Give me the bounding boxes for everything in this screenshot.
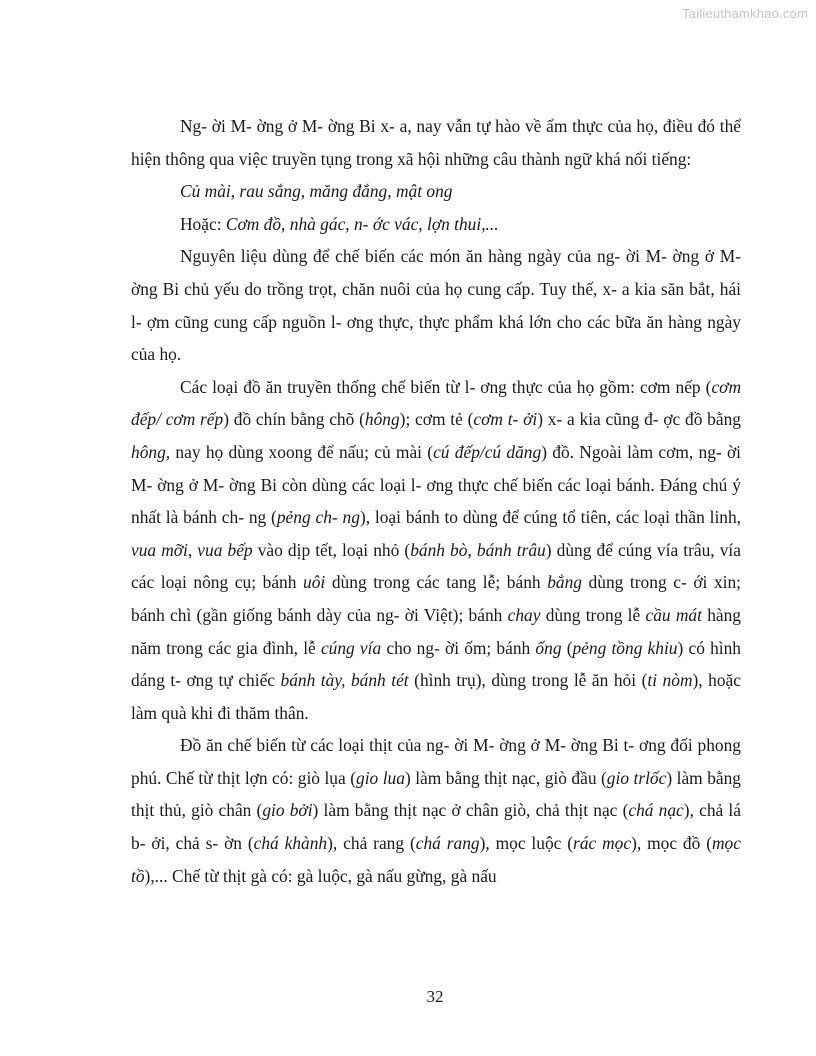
text-run: hàng năm trong các gia đình, lễ — [131, 604, 741, 658]
text-run: ) dùng để cúng vía trâu, vía các loại nông cụ; bánh — [131, 539, 741, 593]
text-run: ( — [561, 637, 573, 658]
idiom-text: Củ mài, rau sắng, măng đắng, mật ong — [180, 181, 453, 202]
italic-term: ống — [535, 637, 562, 658]
italic-term: chá nạc — [628, 800, 684, 821]
text-run: vào dịp tết, loại nhỏ ( — [252, 539, 411, 560]
italic-term: bẳng — [547, 572, 582, 593]
italic-term: bánh bò, bánh trâu — [410, 539, 546, 560]
italic-term: ti nòm — [647, 670, 693, 691]
idiom-lead: Hoặc: — [180, 213, 226, 234]
italic-term: cầu mát — [645, 604, 702, 625]
text-run: dùng trong c- ới xin; bánh chì (gần giống bánh dày của ng- ời Việt); bánh — [131, 572, 742, 625]
italic-term: vua mỡi, vua bếp — [131, 539, 253, 560]
italic-term: hông — [364, 409, 400, 430]
text-run: ) làm bằng thịt thủ, giò chân ( — [131, 767, 742, 821]
italic-term: gio trlốc — [606, 767, 667, 788]
text-run: ) làm bằng thịt nạc, giò đầu ( — [404, 767, 607, 788]
text-run: ), loại bánh to dùng để cúng tổ tiên, các loại thần linh, — [359, 507, 742, 528]
italic-term: gio bởi — [262, 800, 313, 821]
italic-term: chá rang — [415, 833, 480, 854]
text-run: dùng trong các tang lễ; bánh — [325, 572, 548, 593]
italic-term: bánh tày, bánh tét — [280, 670, 409, 691]
italic-term: pẻng tồng khiu — [572, 637, 678, 658]
italic-term: mọc tồ — [131, 833, 741, 886]
watermark: Tailieuthamkhao.com — [682, 6, 808, 21]
paragraph-3-idiom — [131, 208, 741, 241]
text-run: ), mọc luộc ( — [479, 833, 574, 854]
text-run: ) có hình dáng t- ơng tự chiếc — [131, 637, 741, 691]
idiom-text: Cơm đồ, nhà gác, n- ớc vác, lợn thui,... — [225, 213, 499, 234]
italic-term: gio lua — [356, 767, 405, 788]
italic-term: cúng vía — [320, 637, 382, 658]
text-run: ) x- a kia cũng đ- ợc đồ bằng — [537, 409, 741, 430]
italic-term: chay — [507, 604, 541, 625]
italic-term: hông, — [131, 441, 171, 462]
text-run: ),... Chế từ thịt gà có: gà luộc, gà nấu gừng, gà nấu — [144, 865, 497, 886]
text-run: nay họ dùng xoong để nấu; củ mài ( — [170, 441, 434, 462]
italic-term: chá khành — [253, 833, 328, 854]
text-run: ) đồ chín bằng chõ ( — [223, 409, 365, 430]
italic-term: cơm đếp/ cơm rếp — [131, 376, 741, 430]
page-number: 32 — [426, 987, 444, 1006]
paragraph-1: Ng- ời M- ờng ở M- ờng Bi x- a, nay vẫn tự hào về ẩm thực của họ, điều đó thể hiện thông qua việc truyền tụng trong xã hội những câu thành ngữ khá nổi tiếng: — [131, 116, 741, 169]
paragraph-2-idiom — [131, 175, 741, 208]
italic-term: pẻng ch- ng — [276, 507, 360, 528]
paragraph-4: Nguyên liệu dùng để chế biến các món ăn hàng ngày của ng- ời M- ờng ở M- ờng Bi chủ yếu do trồng trọt, chăn nuôi của họ cung cấp. Tuy thế, x- a kia săn bắt, hái l- ợm cũng cung cấp nguồn l- ơng thực, thực phẩm khá lớn cho các bữa ăn hàng ngày của họ. — [131, 246, 741, 365]
italic-term: cú đếp/cú dăng — [433, 441, 542, 462]
text-run: ) làm bằng thịt nạc ở chân giò, chả thịt nạc ( — [312, 800, 629, 821]
text-run: cho ng- ời ốm; bánh — [381, 637, 536, 658]
text-run: ), hoặc làm quà khi đi thăm thân. — [131, 670, 741, 723]
text-run: ) đồ. Ngoài làm cơm, ng- ời M- ờng ở M- ờng Bi còn dùng các loại l- ơng thực chế biến các loại bánh. Đáng chú ý nhất là bánh ch- ng ( — [131, 441, 741, 528]
text-run: ), chả lá b- ởi, chả s- ờn ( — [131, 800, 741, 854]
document-body — [131, 110, 741, 892]
text-run: dùng trong lễ — [540, 604, 646, 625]
italic-term: rác mọc — [573, 833, 632, 854]
paragraph-5 — [131, 371, 741, 730]
text-run: Các loại đồ ăn truyền thống chế biến từ l- ơng thực của họ gồm: cơm nếp ( — [180, 376, 712, 397]
text-run: ); cơm tẻ ( — [399, 409, 474, 430]
paragraph-6 — [131, 729, 741, 892]
text-run: (hình trụ), dùng trong lễ ăn hỏi ( — [408, 670, 648, 691]
text-run: ), mọc đồ ( — [631, 833, 712, 854]
italic-term: cơm t- ởi — [473, 409, 538, 430]
text-run: Đồ ăn chế biến từ các loại thịt của ng- ời M- ờng ở M- ờng Bi t- ơng đối phong phú. Chế từ thịt lợn có: giò lụa ( — [131, 735, 741, 788]
italic-term: uôi — [303, 572, 326, 593]
text-run: ), chả rang ( — [327, 833, 416, 854]
